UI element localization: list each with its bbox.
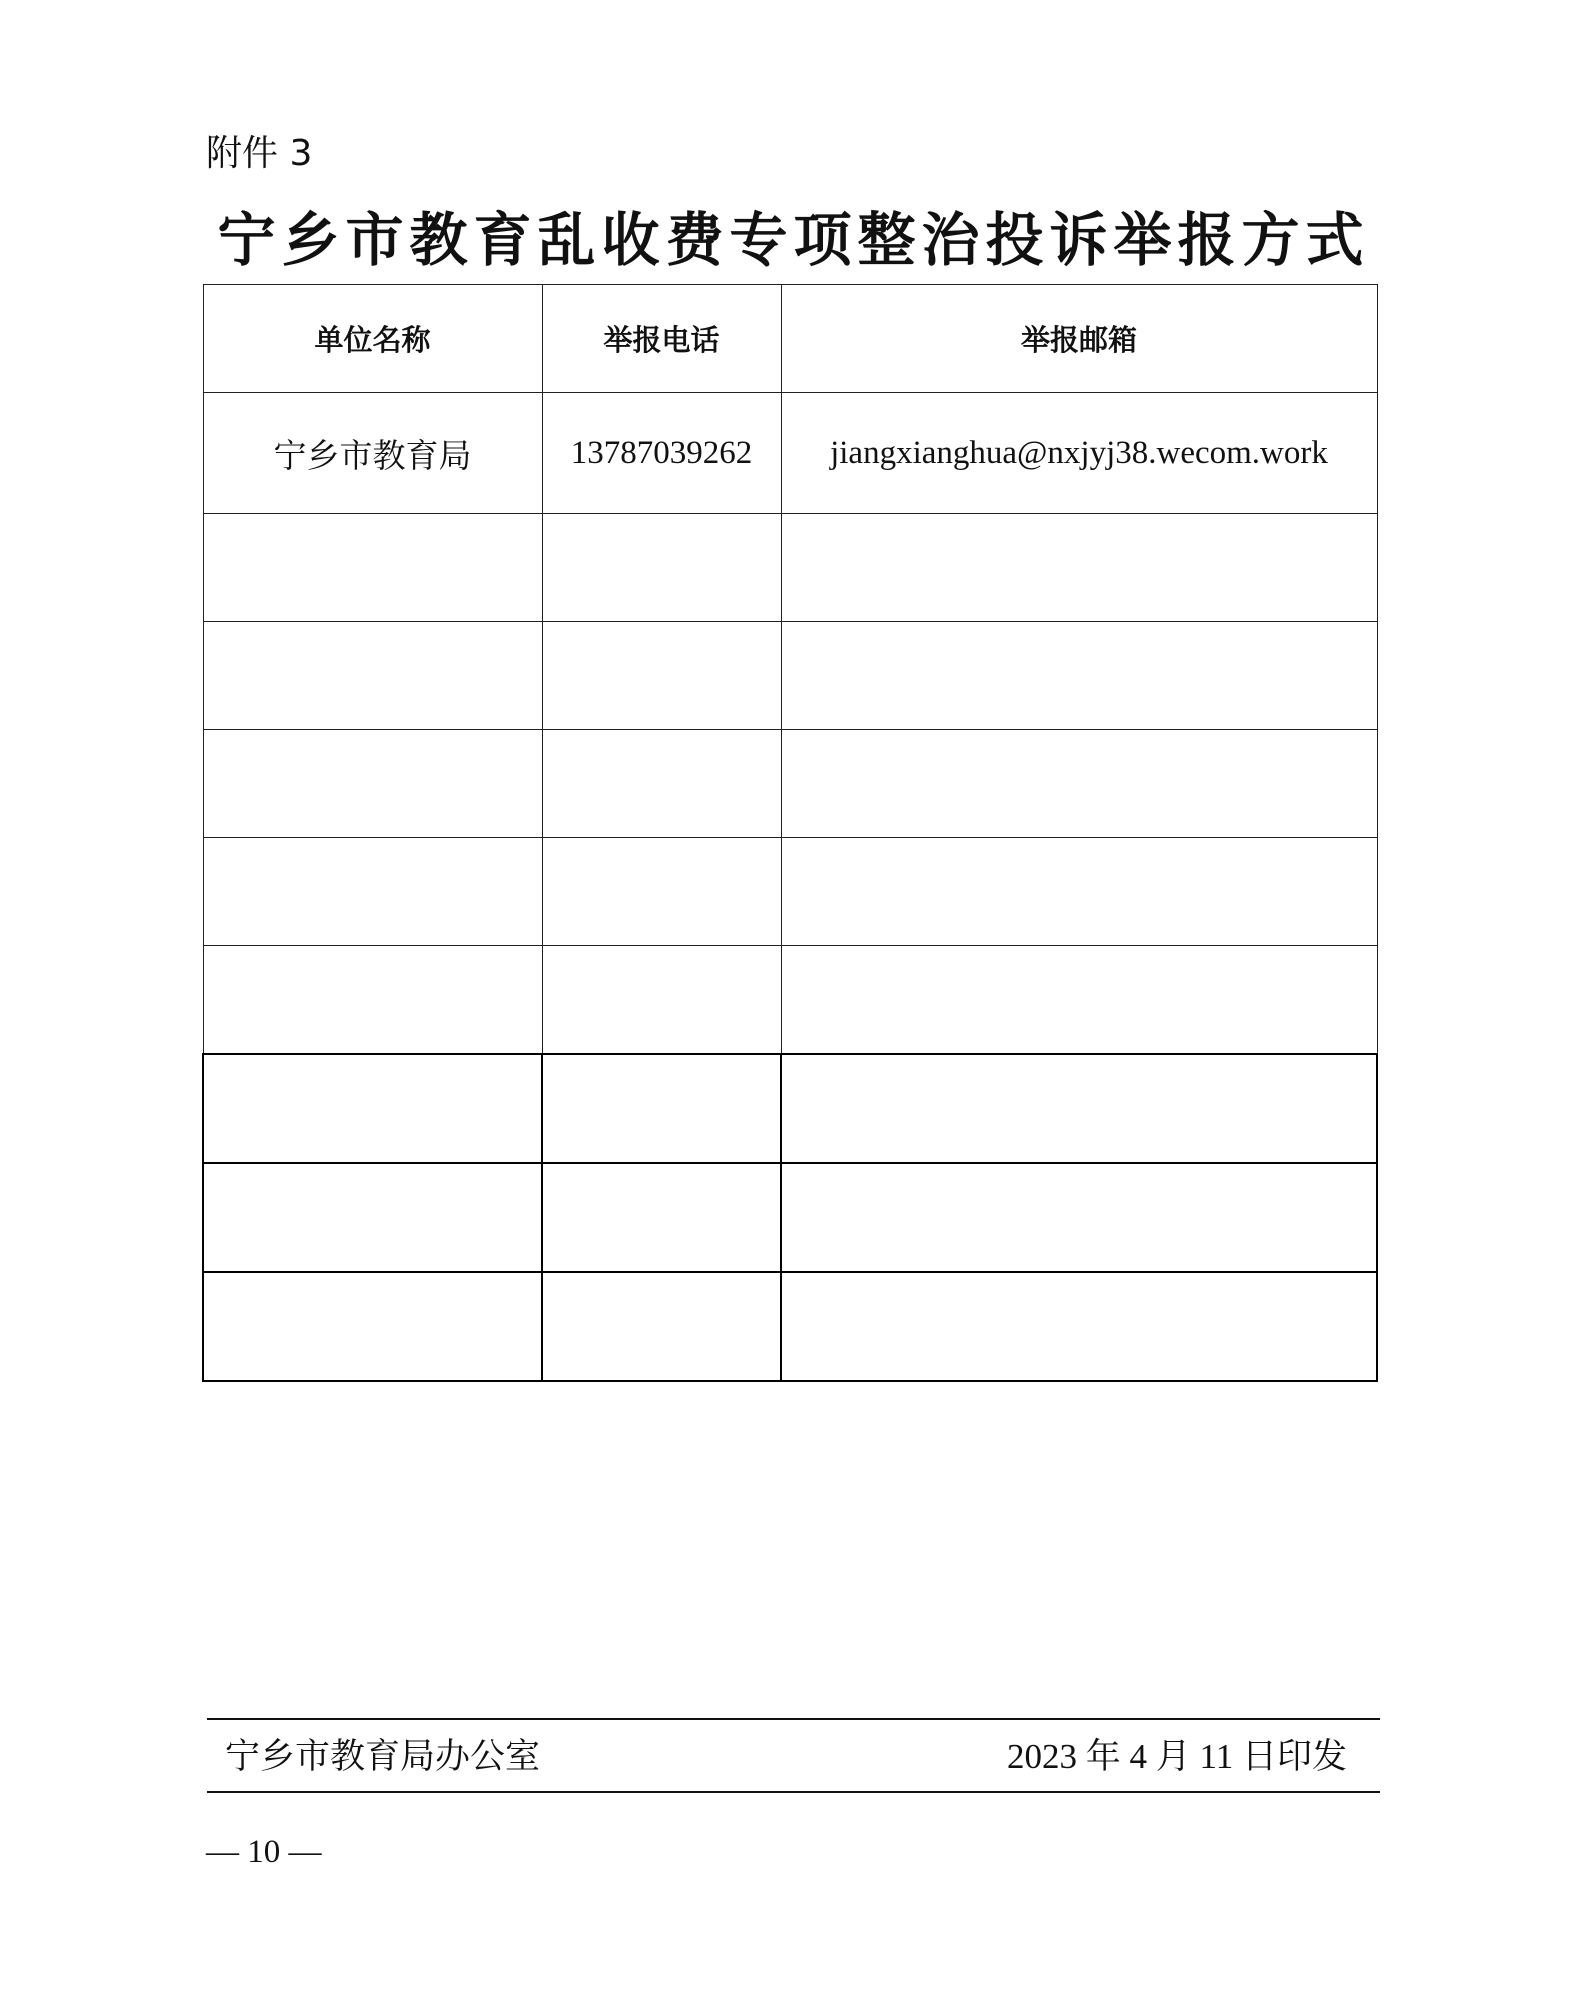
empty-cell bbox=[203, 1054, 542, 1163]
empty-cell bbox=[781, 1272, 1377, 1381]
empty-cell bbox=[781, 838, 1377, 946]
footer-issue-date: 2023 年 4 月 11 日印发 bbox=[1007, 1737, 1347, 1776]
document-title: 宁乡市教育乱收费专项整治投诉举报方式 bbox=[217, 206, 1370, 274]
header-report-email: 举报邮箱 bbox=[781, 285, 1377, 393]
empty-cell bbox=[542, 1163, 781, 1272]
empty-cell bbox=[781, 1054, 1377, 1163]
empty-cell bbox=[781, 514, 1377, 622]
empty-cell bbox=[542, 1054, 781, 1163]
header-unit-name: 单位名称 bbox=[203, 285, 542, 393]
empty-cell bbox=[542, 838, 781, 946]
empty-cell bbox=[781, 946, 1377, 1055]
attachment-label: 附件 3 bbox=[206, 133, 313, 174]
empty-cell bbox=[542, 514, 781, 622]
empty-table-row bbox=[203, 622, 1377, 730]
footer-bottom-divider bbox=[207, 1791, 1380, 1793]
empty-table-row bbox=[203, 838, 1377, 946]
report-contact-table bbox=[202, 284, 1378, 1382]
empty-table-row bbox=[203, 946, 1377, 1055]
report-email-cell: jiangxianghua@nxjyj38.wecom.work bbox=[781, 393, 1377, 514]
empty-cell bbox=[781, 622, 1377, 730]
table-row bbox=[203, 393, 1377, 514]
empty-cell bbox=[542, 946, 781, 1055]
empty-cell bbox=[542, 1272, 781, 1381]
empty-cell bbox=[203, 622, 542, 730]
empty-cell bbox=[781, 1163, 1377, 1272]
empty-cell bbox=[542, 730, 781, 838]
unit-name-cell: 宁乡市教育局 bbox=[203, 393, 542, 514]
empty-table-row bbox=[203, 1272, 1377, 1381]
empty-table-row bbox=[203, 1163, 1377, 1272]
table-header-row bbox=[203, 285, 1377, 393]
empty-cell bbox=[203, 946, 542, 1055]
empty-table-row bbox=[203, 1054, 1377, 1163]
footer-top-divider bbox=[207, 1718, 1380, 1720]
footer-issuer: 宁乡市教育局办公室 bbox=[225, 1737, 541, 1777]
empty-cell bbox=[781, 730, 1377, 838]
empty-cell bbox=[203, 1163, 542, 1272]
empty-cell bbox=[203, 514, 542, 622]
header-report-phone: 举报电话 bbox=[542, 285, 781, 393]
empty-table-row bbox=[203, 514, 1377, 622]
empty-cell bbox=[203, 730, 542, 838]
page-number: — 10 — bbox=[206, 1834, 322, 1870]
empty-cell bbox=[203, 1272, 542, 1381]
empty-table-row bbox=[203, 730, 1377, 838]
empty-cell bbox=[542, 622, 781, 730]
report-phone-cell: 13787039262 bbox=[542, 393, 781, 514]
empty-cell bbox=[203, 838, 542, 946]
